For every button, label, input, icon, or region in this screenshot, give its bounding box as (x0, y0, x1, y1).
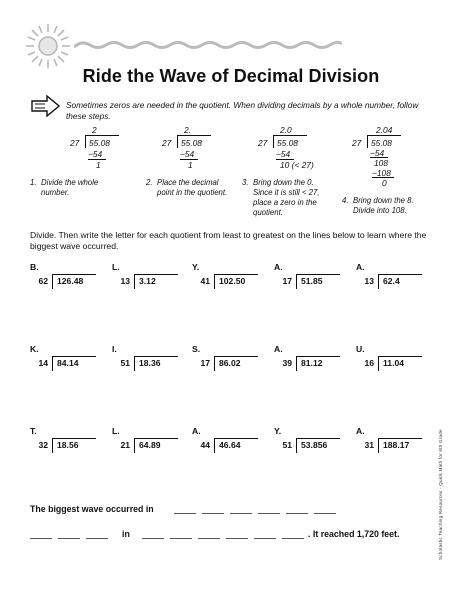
answer-blank-13[interactable] (226, 538, 248, 539)
problem-dividend: 51.85 (301, 276, 323, 286)
example-dividend: 55.08 (89, 138, 110, 148)
example-remainder: 10 (< 27) (280, 160, 314, 170)
division-problem (192, 426, 274, 466)
answer-blank-4[interactable] (258, 513, 280, 514)
division-bracket (214, 438, 215, 453)
division-bracket (378, 356, 379, 371)
example-dividend: 55.08 (371, 138, 392, 148)
division-bar (214, 438, 258, 439)
example-subtract: −54 (276, 149, 291, 159)
example-remainder: 1 (96, 160, 101, 170)
answer-blank-2[interactable] (202, 513, 224, 514)
problem-divisor: 51 (120, 358, 130, 368)
example-divisor: 27 (258, 138, 268, 148)
problem-letter: A. (356, 426, 365, 436)
division-bracket (134, 438, 135, 453)
problem-dividend: 84.14 (57, 358, 79, 368)
example-remainder: 108 (374, 158, 388, 168)
division-problem (112, 426, 194, 466)
step-number: 1. (30, 178, 37, 187)
division-bracket (378, 438, 379, 453)
division-bracket (52, 356, 53, 371)
sun-icon (24, 22, 72, 70)
answer-end: . It reached 1,720 feet. (308, 529, 400, 539)
answer-prompt: The biggest wave occurred in (30, 504, 154, 514)
division-problem (274, 262, 356, 302)
problem-divisor: 32 (38, 440, 48, 450)
problem-dividend: 18.56 (57, 440, 79, 450)
division-problem (356, 262, 438, 302)
division-problem (274, 426, 356, 466)
division-bracket (273, 135, 274, 148)
problem-dividend: 86.02 (219, 358, 241, 368)
division-bar (296, 356, 340, 357)
example-dividend: 55.08 (277, 138, 298, 148)
division-bracket (367, 135, 368, 148)
problem-letter: K. (30, 344, 39, 354)
division-problem (112, 262, 194, 302)
division-problem (356, 426, 438, 466)
problem-dividend: 11.04 (383, 358, 405, 368)
division-problem (112, 344, 194, 384)
division-bracket (85, 135, 86, 148)
answer-in-label: in (122, 529, 130, 539)
intro-text: Sometimes zeros are needed in the quotient. When dividing decimals by a whole number, follow these steps. (66, 100, 419, 121)
division-bracket (378, 274, 379, 289)
division-bracket (296, 274, 297, 289)
division-problem (30, 426, 112, 466)
step-text: Divide the whole number. (41, 178, 99, 197)
problem-dividend: 62.4 (383, 276, 400, 286)
example-subtract: −54 (88, 149, 103, 159)
problem-divisor: 13 (120, 276, 130, 286)
division-bar (52, 438, 96, 439)
problem-dividend: 81.12 (301, 358, 323, 368)
problem-letter: Y. (192, 262, 200, 272)
problem-divisor: 21 (120, 440, 130, 450)
step-3 (242, 178, 332, 218)
example-remainder-2: 0 (382, 178, 387, 188)
division-bar (296, 274, 340, 275)
problem-letter: U. (356, 344, 365, 354)
division-problem (30, 262, 112, 302)
problem-divisor: 62 (38, 276, 48, 286)
page-title: Ride the Wave of Decimal Division (82, 66, 380, 86)
problem-divisor: 14 (38, 358, 48, 368)
example-3 (258, 125, 348, 175)
step-1 (30, 178, 105, 198)
problem-divisor: 17 (200, 358, 210, 368)
example-divisor: 27 (162, 138, 172, 148)
example-remainder: 1 (188, 160, 193, 170)
problem-letter: S. (192, 344, 201, 354)
problem-dividend: 126.48 (57, 276, 84, 286)
division-problem (192, 262, 274, 302)
step-number: 2. (146, 178, 153, 187)
problem-divisor: 51 (282, 440, 292, 450)
division-bracket (214, 356, 215, 371)
arrow-icon (30, 95, 60, 117)
example-quotient: 2 (92, 125, 97, 135)
example-quotient: 2.04 (376, 125, 393, 135)
step-number: 4. (342, 196, 349, 205)
division-bar (134, 438, 178, 439)
division-bar (378, 274, 422, 275)
publisher-credit: Scholastic Teaching Resources · Quick Math for 6th Grade (438, 429, 443, 560)
problem-dividend: 188.17 (383, 440, 410, 450)
division-bracket (214, 274, 215, 289)
example-subtract-2: −108 (372, 168, 391, 178)
answer-blank-10[interactable] (142, 538, 164, 539)
division-bracket (296, 356, 297, 371)
example-dividend: 55.08 (181, 138, 202, 148)
problem-letter: L. (112, 262, 120, 272)
answer-blank-3[interactable] (230, 513, 252, 514)
answer-blank-14[interactable] (254, 538, 276, 539)
answer-blank-11[interactable] (170, 538, 192, 539)
answer-blank-7[interactable] (30, 538, 52, 539)
problem-dividend: 18.36 (139, 358, 161, 368)
division-problem (192, 344, 274, 384)
problem-letter: A. (356, 262, 365, 272)
problem-dividend: 53.856 (301, 440, 328, 450)
division-bar (378, 438, 422, 439)
division-bracket (296, 438, 297, 453)
step-4 (342, 196, 434, 216)
division-bar (85, 135, 119, 136)
problem-letter: L. (112, 426, 120, 436)
problem-letter: I. (112, 344, 117, 354)
division-bar (52, 356, 96, 357)
step-2 (146, 178, 228, 198)
division-problem (30, 344, 112, 384)
problem-dividend: 46.64 (219, 440, 241, 450)
answer-blank-12[interactable] (198, 538, 220, 539)
wave-icon (74, 38, 342, 52)
answer-blank-5[interactable] (286, 513, 308, 514)
answer-blank-1[interactable] (174, 513, 196, 514)
example-subtract: −54 (180, 149, 195, 159)
division-bar (378, 356, 422, 357)
problem-dividend: 102.50 (219, 276, 246, 286)
problem-letter: B. (30, 262, 39, 272)
division-bar (177, 135, 211, 136)
problem-divisor: 17 (282, 276, 292, 286)
example-4 (352, 125, 432, 195)
problem-divisor: 39 (282, 358, 292, 368)
division-problem (274, 344, 356, 384)
answer-blank-8[interactable] (58, 538, 80, 539)
problem-dividend: 3.12 (139, 276, 156, 286)
directions-text: Divide. Then write the letter for each quotient from least to greatest on the lines below to learn where the biggest wave occurred. (30, 230, 427, 251)
problem-letter: T. (30, 426, 37, 436)
example-divisor: 27 (352, 138, 362, 148)
problem-divisor: 44 (200, 440, 210, 450)
division-bracket (52, 274, 53, 289)
problem-letter: A. (274, 262, 283, 272)
step-text: Bring down the 8. Divide into 108. (353, 196, 414, 215)
division-bar (134, 356, 178, 357)
division-bracket (52, 438, 53, 453)
problem-letter: Y. (274, 426, 282, 436)
example-quotient: 2. (184, 125, 191, 135)
division-bracket (177, 135, 178, 148)
division-bar (367, 135, 401, 136)
example-2 (162, 125, 242, 175)
example-divisor: 27 (70, 138, 80, 148)
division-problem (356, 344, 438, 384)
division-bracket (134, 356, 135, 371)
problem-divisor: 31 (364, 440, 374, 450)
division-bracket (134, 274, 135, 289)
problem-divisor: 16 (364, 358, 374, 368)
division-bar (214, 356, 258, 357)
problem-letter: A. (192, 426, 201, 436)
problem-divisor: 41 (200, 276, 210, 286)
division-bar (296, 438, 340, 439)
example-1 (70, 125, 150, 175)
step-text: Place the decimal point in the quotient. (157, 178, 228, 197)
problem-dividend: 64.89 (139, 440, 161, 450)
division-bar (52, 274, 96, 275)
division-bar (134, 274, 178, 275)
answer-blank-15[interactable] (282, 538, 304, 539)
example-quotient: 2.0 (280, 125, 292, 135)
example-subtract: −54 (370, 148, 385, 158)
step-text: Bring down the 0. Since it is still < 27, place a zero in the quotient. (253, 178, 320, 217)
division-bar (214, 274, 258, 275)
answer-blank-6[interactable] (314, 513, 336, 514)
problem-letter: A. (274, 344, 283, 354)
problem-divisor: 13 (364, 276, 374, 286)
step-number: 3. (242, 178, 249, 187)
answer-blank-9[interactable] (86, 538, 108, 539)
division-bar (273, 135, 307, 136)
